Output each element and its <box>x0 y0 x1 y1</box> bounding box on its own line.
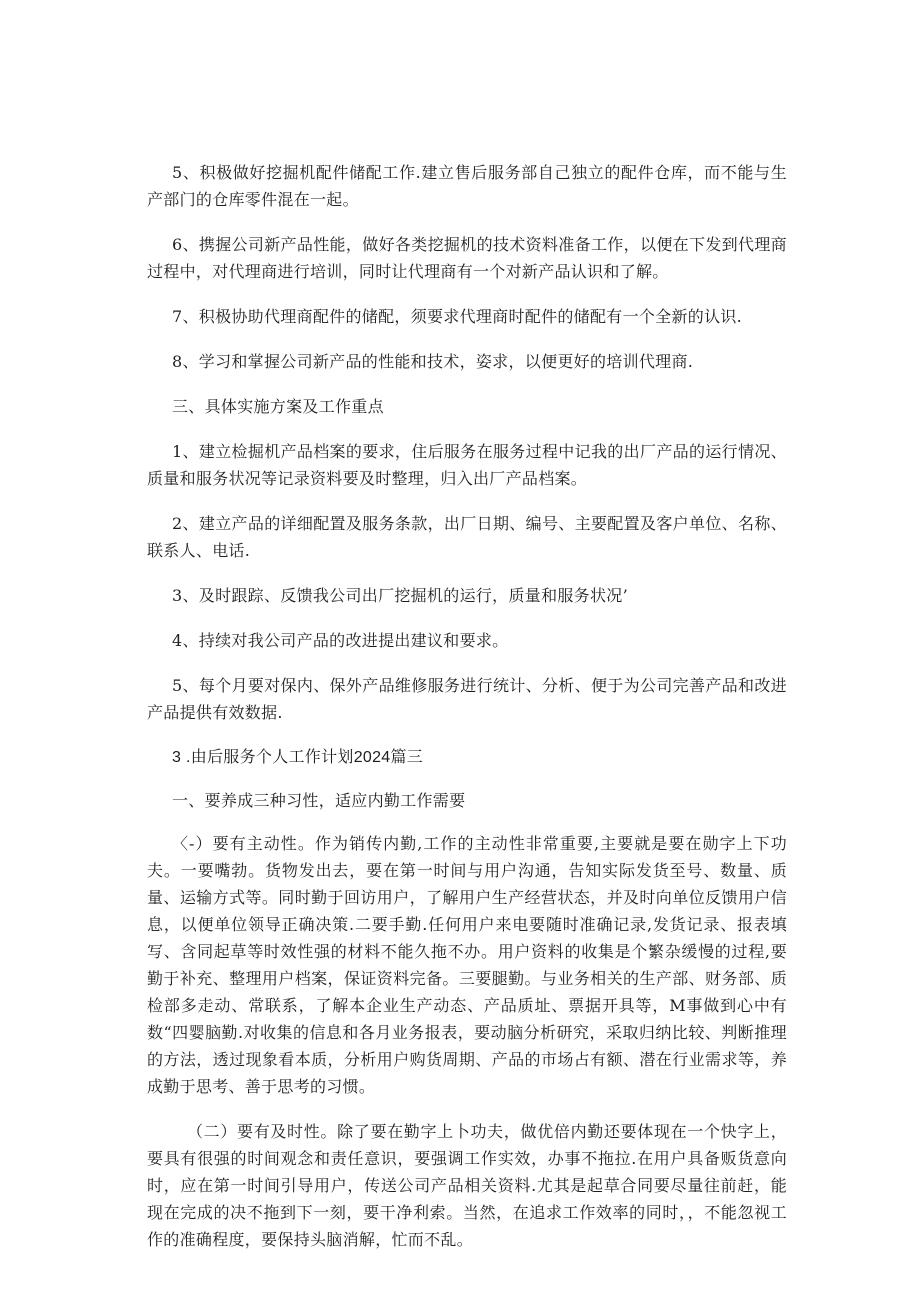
paragraph-item-6-new-product: 6、携握公司新产品性能，做好各类挖掘机的技术资料准备工作，以便在下发到代理商过程中，对代理商进行培训，同时让代理商有一个对新产品认识和了解。 <box>147 235 787 281</box>
section-heading-three-habits: 一、要养成三种习性，适应内勤工作需要 <box>172 791 466 810</box>
paragraph-timeliness: （二）要有及时性。除了要在勤字上卜功夫，做优倍内勤还要体现在一个快字上，要具有很强的时间观念和责任意识，要强调工作实效，办事不拖拉.在用户具备贩货意向时，应在第一时间引导用户，传送公司产品相关资料.尤其是起草合同要尽量往前赶，能现在完成的决不拖到下一刻，要干净利索。当然，在追求工作效率的同时，，不能忽视工作的准确程度，要保持头脑消解，忙而不乱。 <box>147 1122 787 1249</box>
paragraph-item-7-agent-parts: 7、积极协助代理商配件的储配，须要求代理商时配件的储配有一个全新的认识. <box>172 307 743 326</box>
section-heading-implementation: 三、具体实施方案及工作重点 <box>172 397 384 416</box>
document-body <box>147 159 787 1253</box>
paragraph-item-1-product-archive: 1、建立检掘机产品档案的要求，住后服务在服务过程中记我的出厂产品的运行情况、质量和服务状况等记录资料要及时整理，归入出厂产品档案。 <box>147 442 787 488</box>
paragraph-item-2-configuration: 2、建立产品的详细配置及服务条款，出厂日期、编号、主要配置及客户单位、名称、联系人、电话. <box>147 514 787 560</box>
paragraph-item-8-training: 8、学习和掌握公司新产品的性能和技术，姿求，以便更好的培训代理商. <box>172 352 694 371</box>
paragraph-item-3-tracking: 3、及时跟踪、反馈我公司出厂挖掘机的运行，质量和服务状况’ <box>172 586 628 605</box>
paragraph-item-5-parts-storage: 5、积极做好挖掘机配件储配工作.建立售后服务部自己独立的配件仓库，而不能与生产部门的仓库零件混在一起。 <box>147 163 787 209</box>
section-title-plan-part-three: 3 .由后服务个人工作计划2024篇三 <box>172 749 424 766</box>
paragraph-item-4-suggestions: 4、持续对我公司产品的改进提出建议和要求。 <box>172 631 509 650</box>
paragraph-initiative: 〈-）要有主动性。作为销传内勤,工作的主动性非常重要,主要就是要在勋字上下功夫。一要嘴勃。货物发出去，要在第一时间与用户沟通，告知实际发货至号、数量、质量、运输方式等。同时勤于回访用户，了解用户生产经营状态，并及时向单位反馈用户信息，以便单位领导正确决策.二要手勤.任何用户来电要随时准确记录,发货记录、报表填写、含同起草等时效性强的材料不能久拖不办。用户资料的收集是个繁杂缓慢的过程,要勤于补充、整理用户档案，保证资料完备。三要腿勤。与业务相关的生产部、财务部、质检部多走动、常联系，了解本企业生产动态、产品质址、票据开具等，M事做到心中有数“四婴脑勤.对收集的信息和各月业务报表，要动脑分析研究，采取归纳比较、判断推理的方法，透过现象看本质，分析用户购货周期、产品的市场占有额、潜在行业需求等，养成勤于思考、善于思考的习惯。 <box>147 834 787 1096</box>
paragraph-item-5-statistics: 5、每个月要对保内、保外产品维修服务进行统计、分析、便于为公司完善产品和改进产品提供有效数据. <box>147 676 787 722</box>
